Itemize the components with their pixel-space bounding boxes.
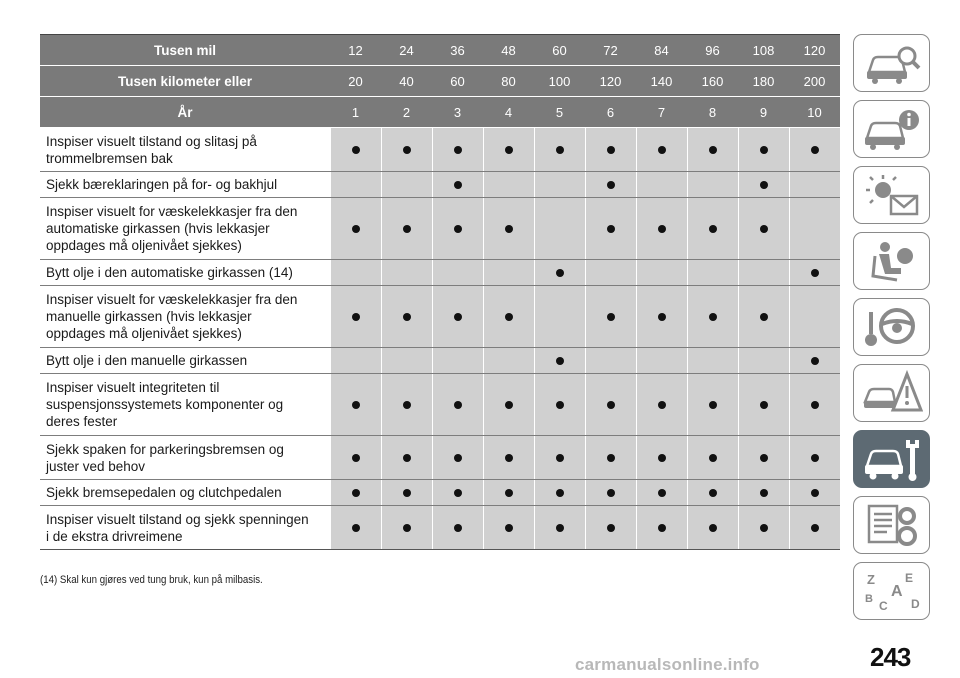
task-description	[40, 436, 330, 480]
interval-cell	[738, 286, 789, 348]
interval-cell	[636, 128, 687, 172]
task-description	[40, 260, 330, 286]
service-dot-icon	[403, 313, 411, 321]
task-line: i de ekstra drivreimene	[46, 528, 183, 544]
service-dot-icon	[454, 181, 462, 189]
task-line: Sjekk bæreklaringen på for- og bakhjul	[46, 177, 278, 192]
service-dot-icon	[352, 225, 360, 233]
alphabet-index-icon	[861, 568, 923, 614]
interval-cell	[687, 128, 738, 172]
service-dot-icon	[760, 401, 768, 409]
service-dot-icon	[658, 454, 666, 462]
tab-start-driving[interactable]	[853, 298, 930, 356]
interval-cell	[738, 480, 789, 506]
interval-cell	[483, 436, 534, 480]
interval-cell	[381, 374, 432, 436]
service-dot-icon	[607, 225, 615, 233]
interval-cell	[432, 128, 483, 172]
task-line: Inspiser visuelt tilstand og slitasj på	[46, 133, 257, 149]
tab-warning-lights[interactable]	[853, 166, 930, 224]
interval-value: 3	[432, 97, 483, 128]
interval-cell	[687, 436, 738, 480]
svg-text:C: C	[878, 599, 888, 613]
interval-cell	[738, 506, 789, 550]
interval-cell	[585, 172, 636, 198]
service-dot-icon	[760, 313, 768, 321]
svg-text:A: A	[890, 583, 903, 600]
service-dot-icon	[811, 401, 819, 409]
service-dot-icon	[454, 313, 462, 321]
interval-cell	[687, 506, 738, 550]
service-dot-icon	[352, 524, 360, 532]
tab-index[interactable]	[853, 562, 930, 620]
task-line: deres fester	[46, 414, 118, 429]
task-description	[40, 172, 330, 198]
interval-cell	[534, 286, 585, 348]
header-label: Tusen kilometer eller	[40, 66, 330, 97]
interval-value: 6	[585, 97, 636, 128]
interval-cell	[636, 374, 687, 436]
interval-cell	[585, 286, 636, 348]
interval-cell	[687, 480, 738, 506]
interval-cell	[636, 260, 687, 286]
table-row	[40, 198, 840, 260]
service-dot-icon	[403, 225, 411, 233]
service-dot-icon	[811, 524, 819, 532]
car-accident-warning-icon	[861, 370, 923, 416]
table-row	[40, 348, 840, 374]
service-dot-icon	[352, 401, 360, 409]
interval-cell	[381, 436, 432, 480]
interval-cell	[330, 480, 381, 506]
service-dot-icon	[556, 401, 564, 409]
service-dot-icon	[352, 454, 360, 462]
interval-value: 48	[483, 35, 534, 66]
service-dot-icon	[403, 454, 411, 462]
service-dot-icon	[454, 225, 462, 233]
interval-cell	[432, 436, 483, 480]
service-dot-icon	[505, 313, 513, 321]
interval-cell	[432, 286, 483, 348]
interval-cell	[534, 506, 585, 550]
service-dot-icon	[607, 313, 615, 321]
header-row	[40, 66, 840, 97]
service-dot-icon	[658, 146, 666, 154]
service-dot-icon	[556, 524, 564, 532]
interval-value: 12	[330, 35, 381, 66]
page-number: 243	[870, 642, 911, 672]
interval-cell	[585, 348, 636, 374]
service-dot-icon	[505, 146, 513, 154]
interval-cell	[381, 198, 432, 260]
interval-cell	[789, 172, 840, 198]
interval-cell	[381, 348, 432, 374]
interval-value: 20	[330, 66, 381, 97]
interval-cell	[381, 480, 432, 506]
schedule-body	[40, 128, 840, 550]
service-dot-icon	[352, 313, 360, 321]
tab-maintenance[interactable]	[853, 430, 930, 488]
table-row	[40, 480, 840, 506]
interval-cell	[789, 436, 840, 480]
task-line: Inspiser visuelt for væskelekkasjer fra den	[46, 292, 298, 307]
interval-value: 4	[483, 97, 534, 128]
interval-cell	[789, 198, 840, 260]
interval-cell	[534, 198, 585, 260]
interval-value: 5	[534, 97, 585, 128]
task-line: Bytt olje i den manuelle girkassen	[46, 353, 248, 368]
task-description	[40, 506, 330, 550]
service-dot-icon	[403, 146, 411, 154]
service-dot-icon	[811, 489, 819, 497]
schedule-header	[40, 35, 840, 128]
interval-cell	[381, 260, 432, 286]
interval-cell	[738, 374, 789, 436]
service-dot-icon	[454, 454, 462, 462]
service-dot-icon	[709, 489, 717, 497]
interval-cell	[534, 480, 585, 506]
service-dot-icon	[811, 269, 819, 277]
car-wrench-icon	[861, 436, 923, 482]
interval-cell	[585, 260, 636, 286]
interval-cell	[738, 128, 789, 172]
service-dot-icon	[760, 181, 768, 189]
task-line: Bytt olje i den automatiske girkassen (14)	[46, 265, 293, 280]
warning-light-envelope-icon	[861, 172, 923, 218]
task-line: trommelbremsen bak	[46, 150, 173, 166]
interval-value: 200	[789, 66, 840, 97]
service-dot-icon	[709, 313, 717, 321]
header-row	[40, 35, 840, 66]
service-dot-icon	[709, 401, 717, 409]
interval-value: 8	[687, 97, 738, 128]
interval-cell	[789, 260, 840, 286]
service-dot-icon	[454, 401, 462, 409]
interval-cell	[636, 480, 687, 506]
interval-cell	[687, 198, 738, 260]
task-line: oppdages må oljenivået sjekkes)	[46, 238, 242, 253]
header-row	[40, 97, 840, 128]
task-line: Inspiser visuelt tilstand og sjekk spenningen	[46, 511, 309, 527]
service-dot-icon	[556, 146, 564, 154]
interval-cell	[789, 128, 840, 172]
interval-cell	[585, 506, 636, 550]
interval-cell	[687, 260, 738, 286]
service-dot-icon	[556, 269, 564, 277]
service-dot-icon	[760, 225, 768, 233]
interval-cell	[330, 436, 381, 480]
interval-value: 7	[636, 97, 687, 128]
interval-value: 36	[432, 35, 483, 66]
service-dot-icon	[658, 313, 666, 321]
service-dot-icon	[403, 524, 411, 532]
interval-cell	[534, 172, 585, 198]
interval-cell	[636, 506, 687, 550]
interval-cell	[687, 348, 738, 374]
interval-value: 24	[381, 35, 432, 66]
interval-cell	[738, 260, 789, 286]
service-dot-icon	[403, 489, 411, 497]
interval-cell	[381, 172, 432, 198]
interval-cell	[432, 480, 483, 506]
interval-cell	[585, 198, 636, 260]
task-line: Sjekk bremsepedalen og clutchpedalen	[46, 485, 282, 500]
tab-safety[interactable]	[853, 232, 930, 290]
interval-value: 1	[330, 97, 381, 128]
interval-cell	[432, 198, 483, 260]
interval-cell	[381, 506, 432, 550]
interval-cell	[789, 286, 840, 348]
interval-cell	[483, 172, 534, 198]
task-description	[40, 348, 330, 374]
service-dot-icon	[505, 401, 513, 409]
interval-cell	[534, 436, 585, 480]
interval-cell	[585, 436, 636, 480]
service-dot-icon	[505, 454, 513, 462]
svg-text:Z: Z	[866, 572, 875, 587]
interval-cell	[330, 348, 381, 374]
service-dot-icon	[454, 489, 462, 497]
service-dot-icon	[505, 489, 513, 497]
service-dot-icon	[454, 524, 462, 532]
interval-cell	[483, 506, 534, 550]
seat-airbag-icon	[861, 238, 923, 284]
service-dot-icon	[709, 146, 717, 154]
service-dot-icon	[556, 489, 564, 497]
interval-cell	[483, 260, 534, 286]
interval-cell	[636, 286, 687, 348]
maintenance-schedule-table	[40, 34, 840, 550]
interval-value: 9	[738, 97, 789, 128]
interval-cell	[381, 128, 432, 172]
interval-cell	[738, 436, 789, 480]
service-dot-icon	[403, 401, 411, 409]
task-description	[40, 286, 330, 348]
steering-wheel-key-icon	[861, 304, 923, 350]
service-dot-icon	[760, 146, 768, 154]
table-row	[40, 128, 840, 172]
interval-cell	[534, 128, 585, 172]
task-line: Sjekk spaken for parkeringsbremsen og	[46, 441, 284, 457]
car-info-icon	[861, 106, 923, 152]
tab-car-search[interactable]	[853, 34, 930, 92]
watermark: carmanualsonline.info	[575, 655, 760, 674]
interval-cell	[330, 506, 381, 550]
interval-cell	[432, 374, 483, 436]
interval-cell	[381, 286, 432, 348]
header-label: Tusen mil	[40, 35, 330, 66]
service-dot-icon	[811, 146, 819, 154]
svg-text:D: D	[910, 597, 920, 611]
service-dot-icon	[760, 524, 768, 532]
table-row	[40, 286, 840, 348]
car-search-icon	[861, 40, 923, 86]
interval-cell	[636, 348, 687, 374]
task-line: automatiske girkassen (hvis lekkasjer	[46, 221, 270, 236]
service-dot-icon	[607, 146, 615, 154]
interval-cell	[585, 374, 636, 436]
interval-cell	[330, 198, 381, 260]
interval-cell	[483, 480, 534, 506]
interval-cell	[636, 172, 687, 198]
service-dot-icon	[352, 146, 360, 154]
interval-cell	[687, 286, 738, 348]
interval-cell	[687, 172, 738, 198]
task-description	[40, 374, 330, 436]
service-dot-icon	[607, 524, 615, 532]
interval-cell	[534, 260, 585, 286]
service-dot-icon	[607, 489, 615, 497]
interval-value: 120	[585, 66, 636, 97]
service-dot-icon	[760, 489, 768, 497]
interval-value: 96	[687, 35, 738, 66]
service-dot-icon	[556, 454, 564, 462]
interval-value: 60	[432, 66, 483, 97]
service-dot-icon	[811, 454, 819, 462]
interval-cell	[483, 348, 534, 374]
interval-value: 100	[534, 66, 585, 97]
service-dot-icon	[607, 181, 615, 189]
interval-cell	[483, 128, 534, 172]
task-line: juster ved behov	[46, 458, 146, 474]
interval-cell	[330, 172, 381, 198]
footnote: (14) Skal kun gjøres ved tung bruk, kun på milbasis.	[40, 574, 263, 586]
service-dot-icon	[352, 489, 360, 497]
table-row	[40, 172, 840, 198]
service-dot-icon	[709, 524, 717, 532]
interval-value: 180	[738, 66, 789, 97]
service-dot-icon	[658, 524, 666, 532]
service-dot-icon	[658, 489, 666, 497]
interval-cell	[330, 374, 381, 436]
interval-cell	[687, 374, 738, 436]
task-line: Inspiser visuelt for væskelekkasjer fra den	[46, 204, 298, 219]
interval-cell	[330, 128, 381, 172]
service-dot-icon	[658, 401, 666, 409]
tab-emergency[interactable]	[853, 364, 930, 422]
task-line: oppdages må oljenivået sjekkes)	[46, 326, 242, 341]
service-dot-icon	[709, 225, 717, 233]
interval-cell	[330, 286, 381, 348]
service-dot-icon	[811, 357, 819, 365]
service-dot-icon	[760, 454, 768, 462]
interval-cell	[789, 374, 840, 436]
interval-value: 140	[636, 66, 687, 97]
interval-value: 120	[789, 35, 840, 66]
interval-cell	[483, 198, 534, 260]
task-line: suspensjonssystemets komponenter og	[46, 397, 284, 412]
interval-value: 108	[738, 35, 789, 66]
interval-cell	[432, 506, 483, 550]
service-dot-icon	[607, 454, 615, 462]
svg-text:B: B	[864, 593, 873, 605]
service-dot-icon	[658, 225, 666, 233]
interval-cell	[432, 172, 483, 198]
table-row	[40, 260, 840, 286]
interval-cell	[432, 348, 483, 374]
table-row	[40, 374, 840, 436]
interval-cell	[330, 260, 381, 286]
task-description	[40, 128, 330, 172]
service-dot-icon	[454, 146, 462, 154]
interval-value: 40	[381, 66, 432, 97]
task-description	[40, 198, 330, 260]
interval-cell	[534, 348, 585, 374]
interval-value: 10	[789, 97, 840, 128]
interval-cell	[738, 348, 789, 374]
tab-car-info[interactable]	[853, 100, 930, 158]
interval-value: 2	[381, 97, 432, 128]
interval-value: 60	[534, 35, 585, 66]
service-dot-icon	[505, 524, 513, 532]
interval-value: 72	[585, 35, 636, 66]
interval-cell	[789, 480, 840, 506]
interval-cell	[789, 506, 840, 550]
interval-cell	[483, 286, 534, 348]
interval-cell	[636, 198, 687, 260]
interval-cell	[534, 374, 585, 436]
task-line: manuelle girkassen (hvis lekkasjer	[46, 309, 252, 324]
svg-text:E: E	[904, 571, 913, 585]
interval-value: 80	[483, 66, 534, 97]
interval-value: 84	[636, 35, 687, 66]
interval-cell	[738, 198, 789, 260]
service-dot-icon	[607, 401, 615, 409]
interval-cell	[432, 260, 483, 286]
table-row	[40, 436, 840, 480]
interval-cell	[585, 480, 636, 506]
table-row	[40, 506, 840, 550]
tab-technical-data[interactable]	[853, 496, 930, 554]
task-description	[40, 480, 330, 506]
interval-cell	[585, 128, 636, 172]
interval-cell	[738, 172, 789, 198]
service-dot-icon	[556, 357, 564, 365]
service-dot-icon	[505, 225, 513, 233]
interval-value: 160	[687, 66, 738, 97]
header-label: År	[40, 97, 330, 128]
document-gear-icon	[861, 502, 923, 548]
service-dot-icon	[709, 454, 717, 462]
interval-cell	[483, 374, 534, 436]
interval-cell	[636, 436, 687, 480]
task-line: Inspiser visuelt integriteten til	[46, 380, 220, 395]
interval-cell	[789, 348, 840, 374]
